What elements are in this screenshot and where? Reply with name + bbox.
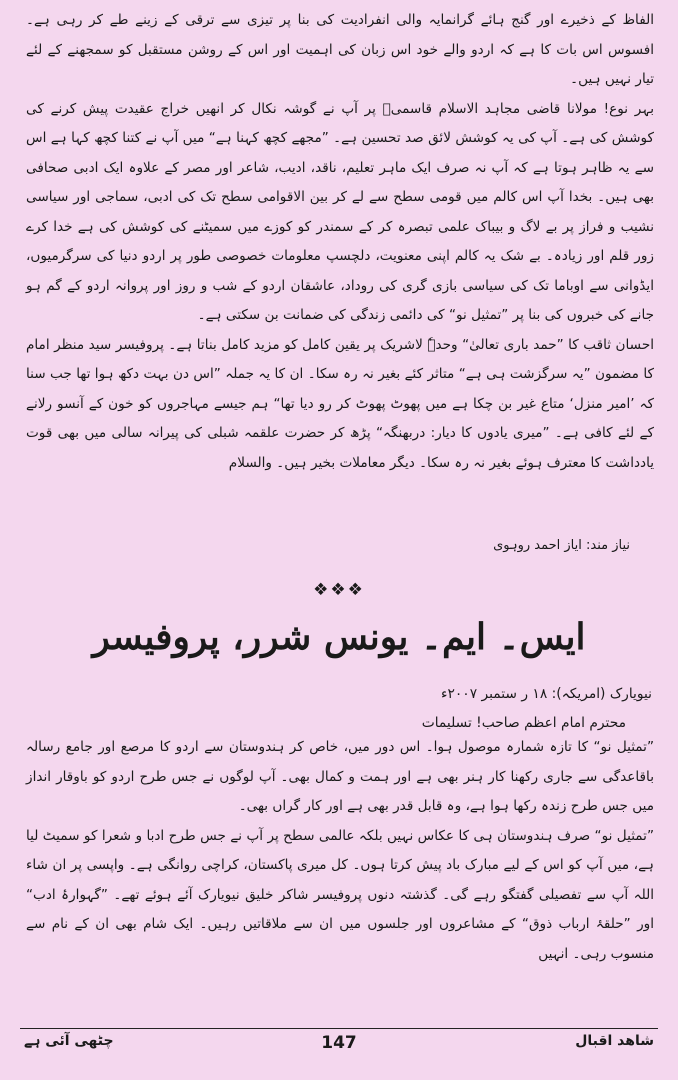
letter2-salutation: محترم امام اعظم صاحب! تسلیمات — [421, 715, 626, 731]
letter1-paragraph-2: بہر نوع! مولانا قاضی مجاہد الاسلام قاسمیؒ پر آپ نے گوشہ نکال کر انھیں خراج عقیدت پیش کرنے کی کوشش کی ہے۔ آپ کی یہ کوشش لائق صد تحسین ہے۔ ”مجھے کچھ کہنا ہے“ میں آپ نے کتنا کچھ کہا ہے اس سے یہ ظاہر ہوتا ہے کہ آپ نہ صرف ایک ماہر تعلیم، ناقد، ادیب، شاعر اور مصر کے علاوہ ایک ادبی صحافی بھی ہیں۔ بخدا آپ اس کالم میں قومی سطح سے لے کر بین الاقوامی سطح تک کی ادبی، سماجی اور سیاسی نشیب و فراز پر بے لاگ و بیباک علمی تبصرہ کر کے سمندر کو کوزے میں سمیٹنے کی کوشش کی ہے خدا کرے زور قلم اور زیادہ۔ بے شک یہ کالم اپنی معنویت، دلچسپ معلومات خصوصی طور پر اردو دنیا کی سرگرمیوں، ایڈوانی سے اوباما تک کی سیاسی بازی گری کی روداد، عاشقان اردو کے شب و روز اور پروانہ اردو کے گم ہو جانے کی خبروں کی بنا پر ”تمثیل نو“ کی دائمی زندگی کی ضمانت بن سکتی ہے۔ — [26, 100, 654, 323]
editor-name: شاھد اقبال — [575, 1033, 654, 1049]
page-number: 147 — [321, 1033, 357, 1053]
page-footer — [24, 1033, 654, 1057]
letter2-heading: ایس۔ ایم۔ یونس شرر، پروفیسر — [92, 616, 586, 658]
running-title: چٹھی آئی ہے — [24, 1033, 114, 1049]
letter2-paragraph-2: ”تمثیل نو“ صرف ہندوستان ہی کا عکاس نہیں بلکہ عالمی سطح پر آپ نے جس طرح ادبا و شعرا کو سمیٹ لیا ہے، میں آپ کو اس کے لیے مبارک باد پیش کرتا ہوں۔ کل میری پاکستان، کراچی روانگی ہے۔ واپسی پر ان شاء اللہ آپ سے تفصیلی گفتگو رہے گی۔ گذشتہ دنوں پروفیسر شاکر خلیق نیویارک آئے ہوئے تھے۔ ”گہوارۂ ادب“ اور ”حلقۂ ارباب ذوق“ کے مشاعروں اور جلسوں میں ان سے ملاقاتیں رہیں۔ ایک شام بھی ان کے نام سے منسوب رہی۔ انہیں — [26, 827, 654, 962]
letter-body-2 — [26, 733, 654, 969]
letter-body-1 — [26, 6, 654, 478]
letter2-dateline: نیویارک (امریکہ): ۱۸ ر ستمبر ۲۰۰۷ء — [440, 686, 652, 702]
letter1-signature: نیاز مند: ایاز احمد روہوی — [493, 538, 630, 553]
letter1-paragraph-1: الفاظ کے ذخیرے اور گنج ہائے گرانمایہ والی انفرادیت کی بنا پر تیزی سے ترقی کے زینے طے کر رہی ہے۔ افسوس اس بات کا ہے کہ اردو والے خود اس زبان کی اہمیت اور اس کے روشن مستقبل کو سمجھنے کے لئے تیار نہیں ہیں۔ — [26, 12, 654, 87]
footer-rule — [20, 1028, 658, 1029]
letter1-paragraph-3: احسان ثاقب کا ”حمد باری تعالیٰ“ وحدہٗ لاشریک پر یقین کامل کو مزید کامل بناتا ہے۔ پروفیسر سید منظر امام کا مضمون ”یہ سرگزشت ہی ہے“ متاثر کئے بغیر نہ رہ سکا۔ ان کا یہ جملہ ”اس دن بہت دکھ ہوا تھا جب سنا کہ ’امیر منزل‘ متاع غیر بن چکا ہے میں پھوٹ پھوٹ کر رو دیا تھا“ ہم جیسے مہاجروں کو خون کے آنسو رلانے کے لئے کافی ہے۔ ”میری یادوں کا دیار: دربھنگہ“ پڑھ کر حضرت علقمہ شبلی کی پیرانہ سالی میں بھی قوت یادداشت کا معترف ہوئے بغیر نہ رہ سکا۔ دیگر معاملات بخیر ہیں۔ والسلام — [26, 336, 654, 471]
letter2-paragraph-1: ”تمثیل نو“ کا تازہ شمارہ موصول ہوا۔ اس دور میں، خاص کر ہندوستان سے اردو کا مرصع اور جامع رسالہ باقاعدگی سے جاری رکھنا کار ہنر بھی ہے اور ہمت و کمال بھی۔ آپ لوگوں نے جس طرح اردو کو باوقار انداز میں جس طرح زندہ رکھا ہوا ہے، وہ قابل قدر بھی ہے اور کار گراں بھی۔ — [26, 739, 654, 814]
section-divider: ❖❖❖ — [313, 580, 365, 600]
